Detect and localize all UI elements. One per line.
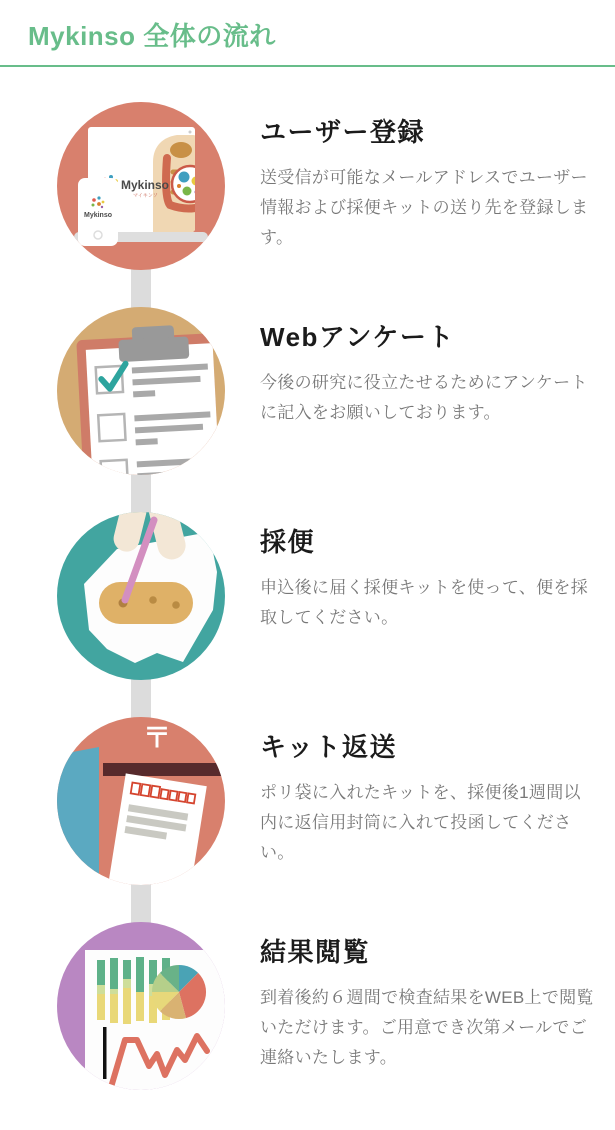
mailbox-slot <box>103 763 225 776</box>
step-row-kit-return <box>0 682 615 887</box>
page-title: Mykinso 全体の流れ <box>28 21 276 51</box>
step-row-web-survey <box>0 272 615 477</box>
step-title: キット返送 <box>260 732 397 762</box>
axis-line <box>103 1027 107 1079</box>
microbe-magnifier-icon <box>172 166 208 202</box>
clipboard-paper <box>86 343 221 475</box>
phone-logo-text: Mykinso <box>83 212 113 219</box>
checkbox-empty <box>101 460 128 475</box>
step-text-5 <box>260 887 595 1092</box>
flow-diagram <box>0 67 615 1092</box>
step-title: 結果閲覧 <box>260 937 371 967</box>
step-description: ポリ袋に入れたキットを、採便後1週間以内に返信用封筒に入れて投函してください。 <box>260 783 581 863</box>
step-text-2 <box>260 272 595 477</box>
mailbox-return-icon <box>57 717 225 885</box>
page-header <box>0 0 615 67</box>
checkbox-empty <box>98 414 125 441</box>
step-circle-1 <box>57 102 225 270</box>
step-title: Webアンケート <box>260 322 455 352</box>
step-circle-4 <box>57 717 225 885</box>
step-row-results-viewing <box>0 887 615 1092</box>
step-row-user-registration <box>0 67 615 272</box>
mailbox-side-panel <box>57 747 99 885</box>
step-circle-5 <box>57 922 225 1090</box>
envelope-icon <box>107 773 207 885</box>
step-description: 送受信が可能なメールアドレスでユーザー情報および採便キットの送り先を登録します。 <box>260 168 589 248</box>
postal-mark: 〒 <box>142 722 172 753</box>
step-circle-3 <box>57 512 225 680</box>
pie-chart-icon <box>152 965 206 1019</box>
devices-registration-icon <box>57 102 225 270</box>
step-description: 申込後に届く採便キットを使って、便を採取してください。 <box>260 578 589 628</box>
step-title: ユーザー登録 <box>260 117 426 147</box>
laptop-logo-text: Mykinso <box>121 178 170 192</box>
stool-sampling-icon <box>57 512 225 680</box>
step-text-1 <box>260 67 595 272</box>
step-text-4 <box>260 682 595 887</box>
step-title: 採便 <box>260 527 316 557</box>
step-row-stool-collection <box>0 477 615 682</box>
step-description: 到着後約６週間で検査結果をWEB上で閲覧いただけます。ご用意でき次第メールでご連絡いたします。 <box>260 988 594 1068</box>
survey-clipboard-icon <box>57 307 225 475</box>
step-description: 今後の研究に役立たせるためにアンケートに記入をお願いしております。 <box>260 373 588 423</box>
step-circle-2 <box>57 307 225 475</box>
results-charts-icon <box>57 922 225 1090</box>
laptop-logo-subtext: マイキンソ <box>133 193 158 199</box>
phone-icon <box>78 178 118 246</box>
step-text-3 <box>260 477 595 682</box>
